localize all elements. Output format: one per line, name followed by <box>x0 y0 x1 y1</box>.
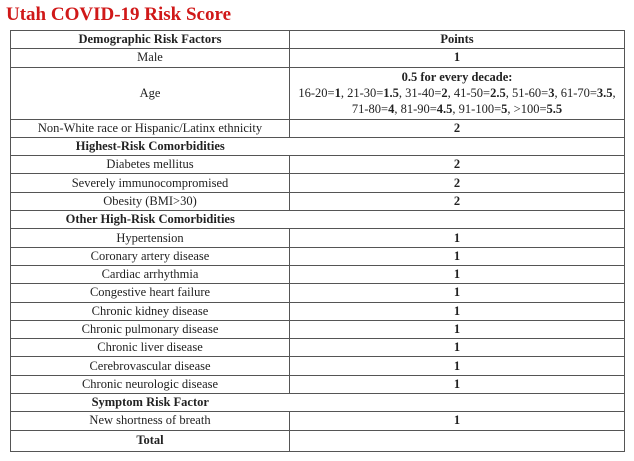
points-value: 1 <box>290 339 625 357</box>
table-row <box>11 412 625 430</box>
age-bracket-1: 21-30=1.5 <box>347 86 399 101</box>
points-value: 1 <box>290 229 625 247</box>
section-title-symptom: Symptom Risk Factor <box>11 394 290 412</box>
age-bracket-0: 16-20=1 <box>298 86 341 101</box>
age-rule: 0.5 for every decade: <box>401 70 513 85</box>
points-value: 1 <box>290 375 625 393</box>
points-value: 1 <box>290 412 625 430</box>
table-row <box>11 156 625 174</box>
points-value: 1 <box>290 357 625 375</box>
table-row <box>11 49 625 67</box>
table-row <box>11 247 625 265</box>
age-bracket-2: 31-40=2 <box>405 86 448 101</box>
points-value: 1 <box>290 49 625 67</box>
section-spacer <box>290 137 625 155</box>
age-bracket-4: 51-60=3 <box>511 86 555 101</box>
table-row <box>11 119 625 137</box>
table-row <box>11 229 625 247</box>
factor-label: Hypertension <box>11 229 290 247</box>
points-value: 2 <box>290 156 625 174</box>
age-bracket-7: 81-90=4.5 <box>400 102 453 117</box>
factor-label: Chronic pulmonary disease <box>11 320 290 338</box>
table-row <box>11 320 625 338</box>
age-bracket-6: 71-80=4 <box>351 102 395 117</box>
factor-label: Diabetes mellitus <box>11 156 290 174</box>
factor-label: Chronic neurologic disease <box>11 375 290 393</box>
age-bracket-3: 41-50=2.5 <box>453 86 506 101</box>
table-header-row <box>11 31 625 49</box>
factor-label: Obesity (BMI>30) <box>11 192 290 210</box>
table-row <box>11 284 625 302</box>
table-row <box>11 302 625 320</box>
factor-label: Male <box>11 49 290 67</box>
total-label: Total <box>11 430 290 451</box>
table-row <box>11 265 625 283</box>
factor-label: New shortness of breath <box>11 412 290 430</box>
points-value: 2 <box>290 192 625 210</box>
section-title-highest-risk: Highest-Risk Comorbidities <box>11 137 290 155</box>
section-header-row <box>11 394 625 412</box>
section-spacer <box>290 211 625 229</box>
age-points: 0.5 for every decade: 16-20=1, 21-30=1.5, 31-40=2, 41-50=2.5, 51-60=3, 61-70=3.5, 71-80=4, 81-90=4.5, 91-100=5, >100=5.5 <box>290 67 625 119</box>
factor-label: Chronic kidney disease <box>11 302 290 320</box>
points-column-header: Points <box>290 31 625 49</box>
section-header-row <box>11 137 625 155</box>
age-bracket-8: 91-100=5 <box>458 102 508 117</box>
factor-label: Coronary artery disease <box>11 247 290 265</box>
factor-column-header: Demographic Risk Factors <box>11 31 290 49</box>
factor-label: Severely immunocompromised <box>11 174 290 192</box>
table-row <box>11 357 625 375</box>
table-row <box>11 192 625 210</box>
total-row <box>11 430 625 451</box>
factor-label: Cerebrovascular disease <box>11 357 290 375</box>
age-row <box>11 67 625 119</box>
points-value: 1 <box>290 247 625 265</box>
section-spacer <box>290 394 625 412</box>
factor-label: Age <box>11 67 290 119</box>
factor-label: Congestive heart failure <box>11 284 290 302</box>
points-value: 2 <box>290 119 625 137</box>
table-row <box>11 174 625 192</box>
age-bracket-9: >100=5.5 <box>513 102 563 117</box>
age-bracket-5: 61-70=3.5 <box>560 86 613 101</box>
factor-label: Cardiac arrhythmia <box>11 265 290 283</box>
points-value: 1 <box>290 284 625 302</box>
total-value <box>290 430 625 451</box>
factor-label: Non-White race or Hispanic/Latinx ethnicity <box>11 119 290 137</box>
section-title-other-high-risk: Other High-Risk Comorbidities <box>11 211 290 229</box>
points-value: 1 <box>290 302 625 320</box>
section-header-row <box>11 211 625 229</box>
table-row <box>11 339 625 357</box>
risk-score-table <box>10 30 625 452</box>
table-row <box>11 375 625 393</box>
page-title: Utah COVID-19 Risk Score <box>6 4 232 25</box>
points-value: 1 <box>290 320 625 338</box>
points-value: 1 <box>290 265 625 283</box>
factor-label: Chronic liver disease <box>11 339 290 357</box>
points-value: 2 <box>290 174 625 192</box>
